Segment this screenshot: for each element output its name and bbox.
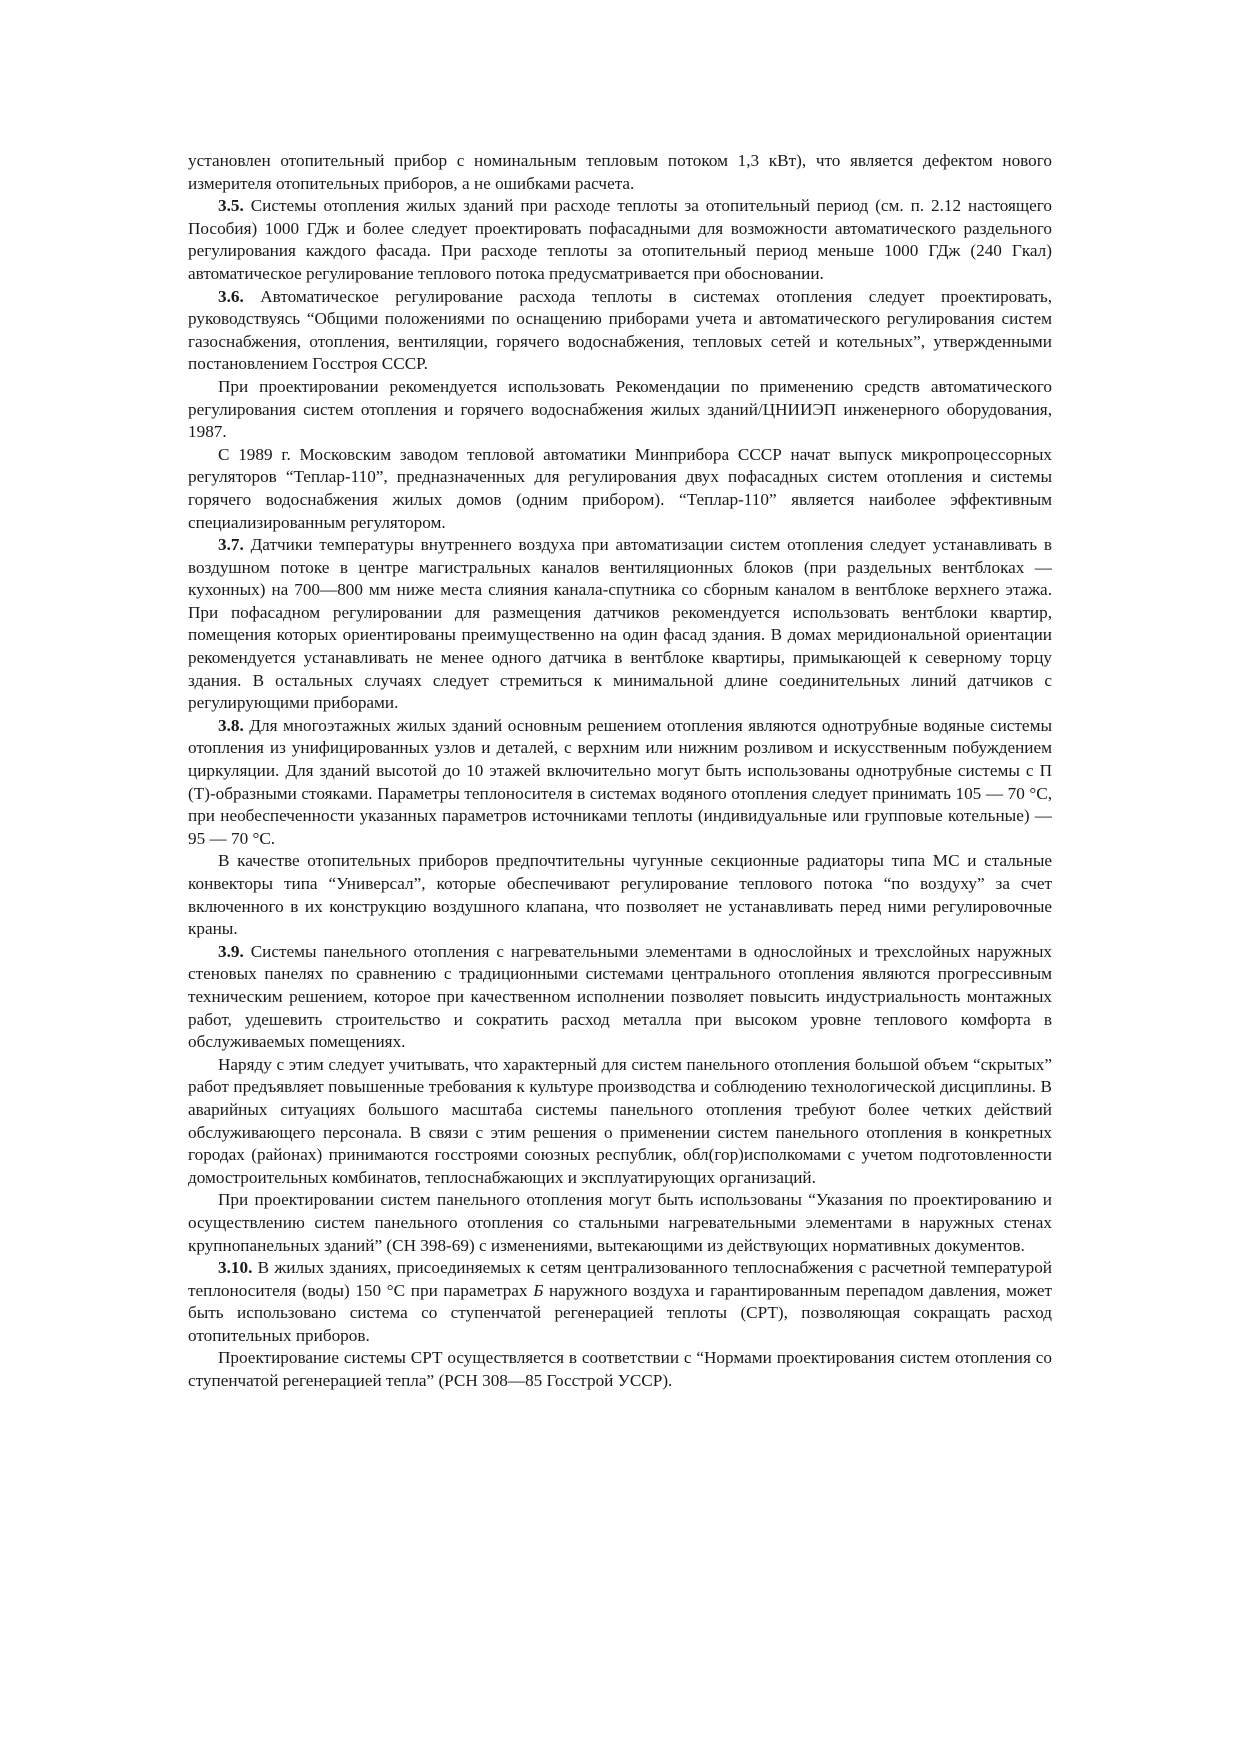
paragraph	[188, 1054, 1052, 1190]
section-number: 3.10.	[218, 1258, 253, 1278]
paragraph-text: установлен отопительный прибор с номинальным тепловым потоком 1,3 кВт), что является дефектом нового измерителя отопительных приборов, а не ошибками расчета.	[188, 151, 1052, 193]
paragraph-text: Системы панельного отопления с нагревательными элементами в однослойных и трехслойных наружных стеновых панелях по сравнению с традиционными системами центрального отопления являются прогрессивным техническим решением, которое при качественном исполнении позволяет повысить индустриальность монтажных работ, удешевить строительство и сократить расход металла при высоком уровне теплового комфорта в обслуживаемых помещениях.	[188, 941, 1052, 1052]
paragraph	[188, 376, 1052, 444]
paragraph-text: наружного воздуха и гарантированным перепадом давления, может быть использовано система со ступенчатой регенерацией теплоты (СРТ), позволяющая сокращать расход отопительных приборов.	[188, 1280, 1052, 1345]
paragraph-text: С 1989 г. Московским заводом тепловой автоматики Минприбора СССР начат выпуск микропроцессорных регуляторов “Теплар-110”, предназначенных для регулирования двух пофасадных систем отопления и системы горячего водоснабжения жилых домов (одним прибором). “Теплар-110” является наиболее эффективным специализированным регулятором.	[188, 444, 1052, 532]
paragraph-3-5	[188, 195, 1052, 285]
paragraph-3-8	[188, 715, 1052, 851]
paragraph-text: Наряду с этим следует учитывать, что характерный для систем панельного отопления большой объем “скрытых” работ предъявляет повышенные требования к культуре производства и соблюдению технологической дисциплины. В аварийных ситуациях большого масштаба системы панельного отопления требуют более четких действий обслуживающего персонала. В связи с этим решения о применении систем панельного отопления в конкретных городах (районах) принимаются госстроями союзных республик, обл(гор)исполкомами с учетом подготовленности домостроительных комбинатов, теплоснабжающих и эксплуатирующих организаций.	[188, 1054, 1052, 1187]
section-number: 3.9.	[218, 941, 244, 961]
paragraph	[188, 850, 1052, 940]
paragraph-text: Автоматическое регулирование расхода теплоты в системах отопления следует проектировать, руководствуясь “Общими положениями по оснащению приборами учета и автоматического регулирования систем газоснабжения, отопления, вентиляции, горячего водоснабжения, тепловых сетей и котельных”, утвержденными постановлением Госстроя СССР.	[188, 286, 1052, 374]
paragraph	[188, 444, 1052, 534]
paragraph-text: При проектировании рекомендуется использовать Рекомендации по применению средств автоматического регулирования систем отопления и горячего водоснабжения жилых зданий/ЦНИИЭП инженерного оборудования, 1987.	[188, 376, 1052, 442]
section-number: 3.8.	[218, 715, 244, 735]
section-number: 3.6.	[218, 286, 244, 306]
paragraph-text: Для многоэтажных жилых зданий основным решением отопления являются однотрубные водяные системы отопления из унифицированных узлов и деталей, с верхним или нижним розливом и искусственным побуждением циркуляции. Для зданий высотой до 10 этажей включительно могут быть использованы однотрубные системы с П (Т)-образными стояками. Параметры теплоносителя в системах водяного отопления следует принимать 105 — 70 °С, при необеспеченности указанных параметров источниками теплоты (индивидуальные или групповые котельные) — 95 — 70 °С.	[188, 715, 1052, 848]
paragraph-text: В жилых зданиях, присоединяемых к сетям централизованного теплоснабжения с расчетной температурой теплоносителя (воды) 150 °С при параметрах	[188, 1258, 1052, 1300]
paragraph-3-10	[188, 1257, 1052, 1347]
paragraph-text: При проектировании систем панельного отопления могут быть использованы “Указания по проектированию и осуществлению систем панельного отопления со стальными нагревательными элементами в наружных стенах крупнопанельных зданий” (СН 398-69) с изменениями, вытекающими из действующих нормативных документов.	[188, 1190, 1052, 1255]
paragraph-text: Системы отопления жилых зданий при расходе теплоты за отопительный период (см. п. 2.12 настоящего Пособия) 1000 ГДж и более следует проектировать пофасадными для возможности автоматического раздельного регулирования каждого фасада. При расходе теплоты за отопительный период меньше 1000 ГДж (240 Гкал) автоматическое регулирование теплового потока предусматривается при обосновании.	[188, 196, 1052, 283]
paragraph-continuation	[188, 150, 1052, 195]
section-number: 3.7.	[218, 535, 244, 555]
section-number: 3.5.	[218, 196, 244, 216]
document-page	[188, 150, 1052, 1393]
paragraph	[188, 1347, 1052, 1392]
italic-parameter: Б	[533, 1280, 544, 1300]
paragraph-text: В качестве отопительных приборов предпочтительны чугунные секционные радиаторы типа МС и стальные конвекторы типа “Универсал”, которые обеспечивают регулирование теплового потока “по воздуху” за счет включенного в их конструкцию воздушного клапана, что позволяет не устанавливать перед ними регулировочные краны.	[188, 851, 1052, 939]
paragraph-3-9	[188, 941, 1052, 1054]
paragraph-text: Проектирование системы СРТ осуществляется в соответствии с “Нормами проектирования систем отопления со ступенчатой регенерацией тепла” (РСН 308—85 Госстрой УССР).	[188, 1348, 1052, 1391]
paragraph-3-6	[188, 286, 1052, 376]
paragraph-3-7	[188, 534, 1052, 715]
paragraph-text: Датчики температуры внутреннего воздуха при автоматизации систем отопления следует устанавливать в воздушном потоке в центре магистральных каналов вентиляционных блоков (при раздельных вентблоках — кухонных) на 700—800 мм ниже места слияния канала-спутника со сборным каналом в вентблоке верхнего этажа. При пофасадном регулировании для размещения датчиков рекомендуется использовать вентблоки квартир, помещения которых ориентированы преимущественно на один фасад здания. В домах меридиональной ориентации рекомендуется устанавливать не менее одного датчика в вентблоке квартиры, примыкающей к северному торцу здания. В остальных случаях следует стремиться к минимальной длине соединительных линий датчиков с регулирующими приборами.	[188, 535, 1052, 713]
paragraph	[188, 1189, 1052, 1257]
